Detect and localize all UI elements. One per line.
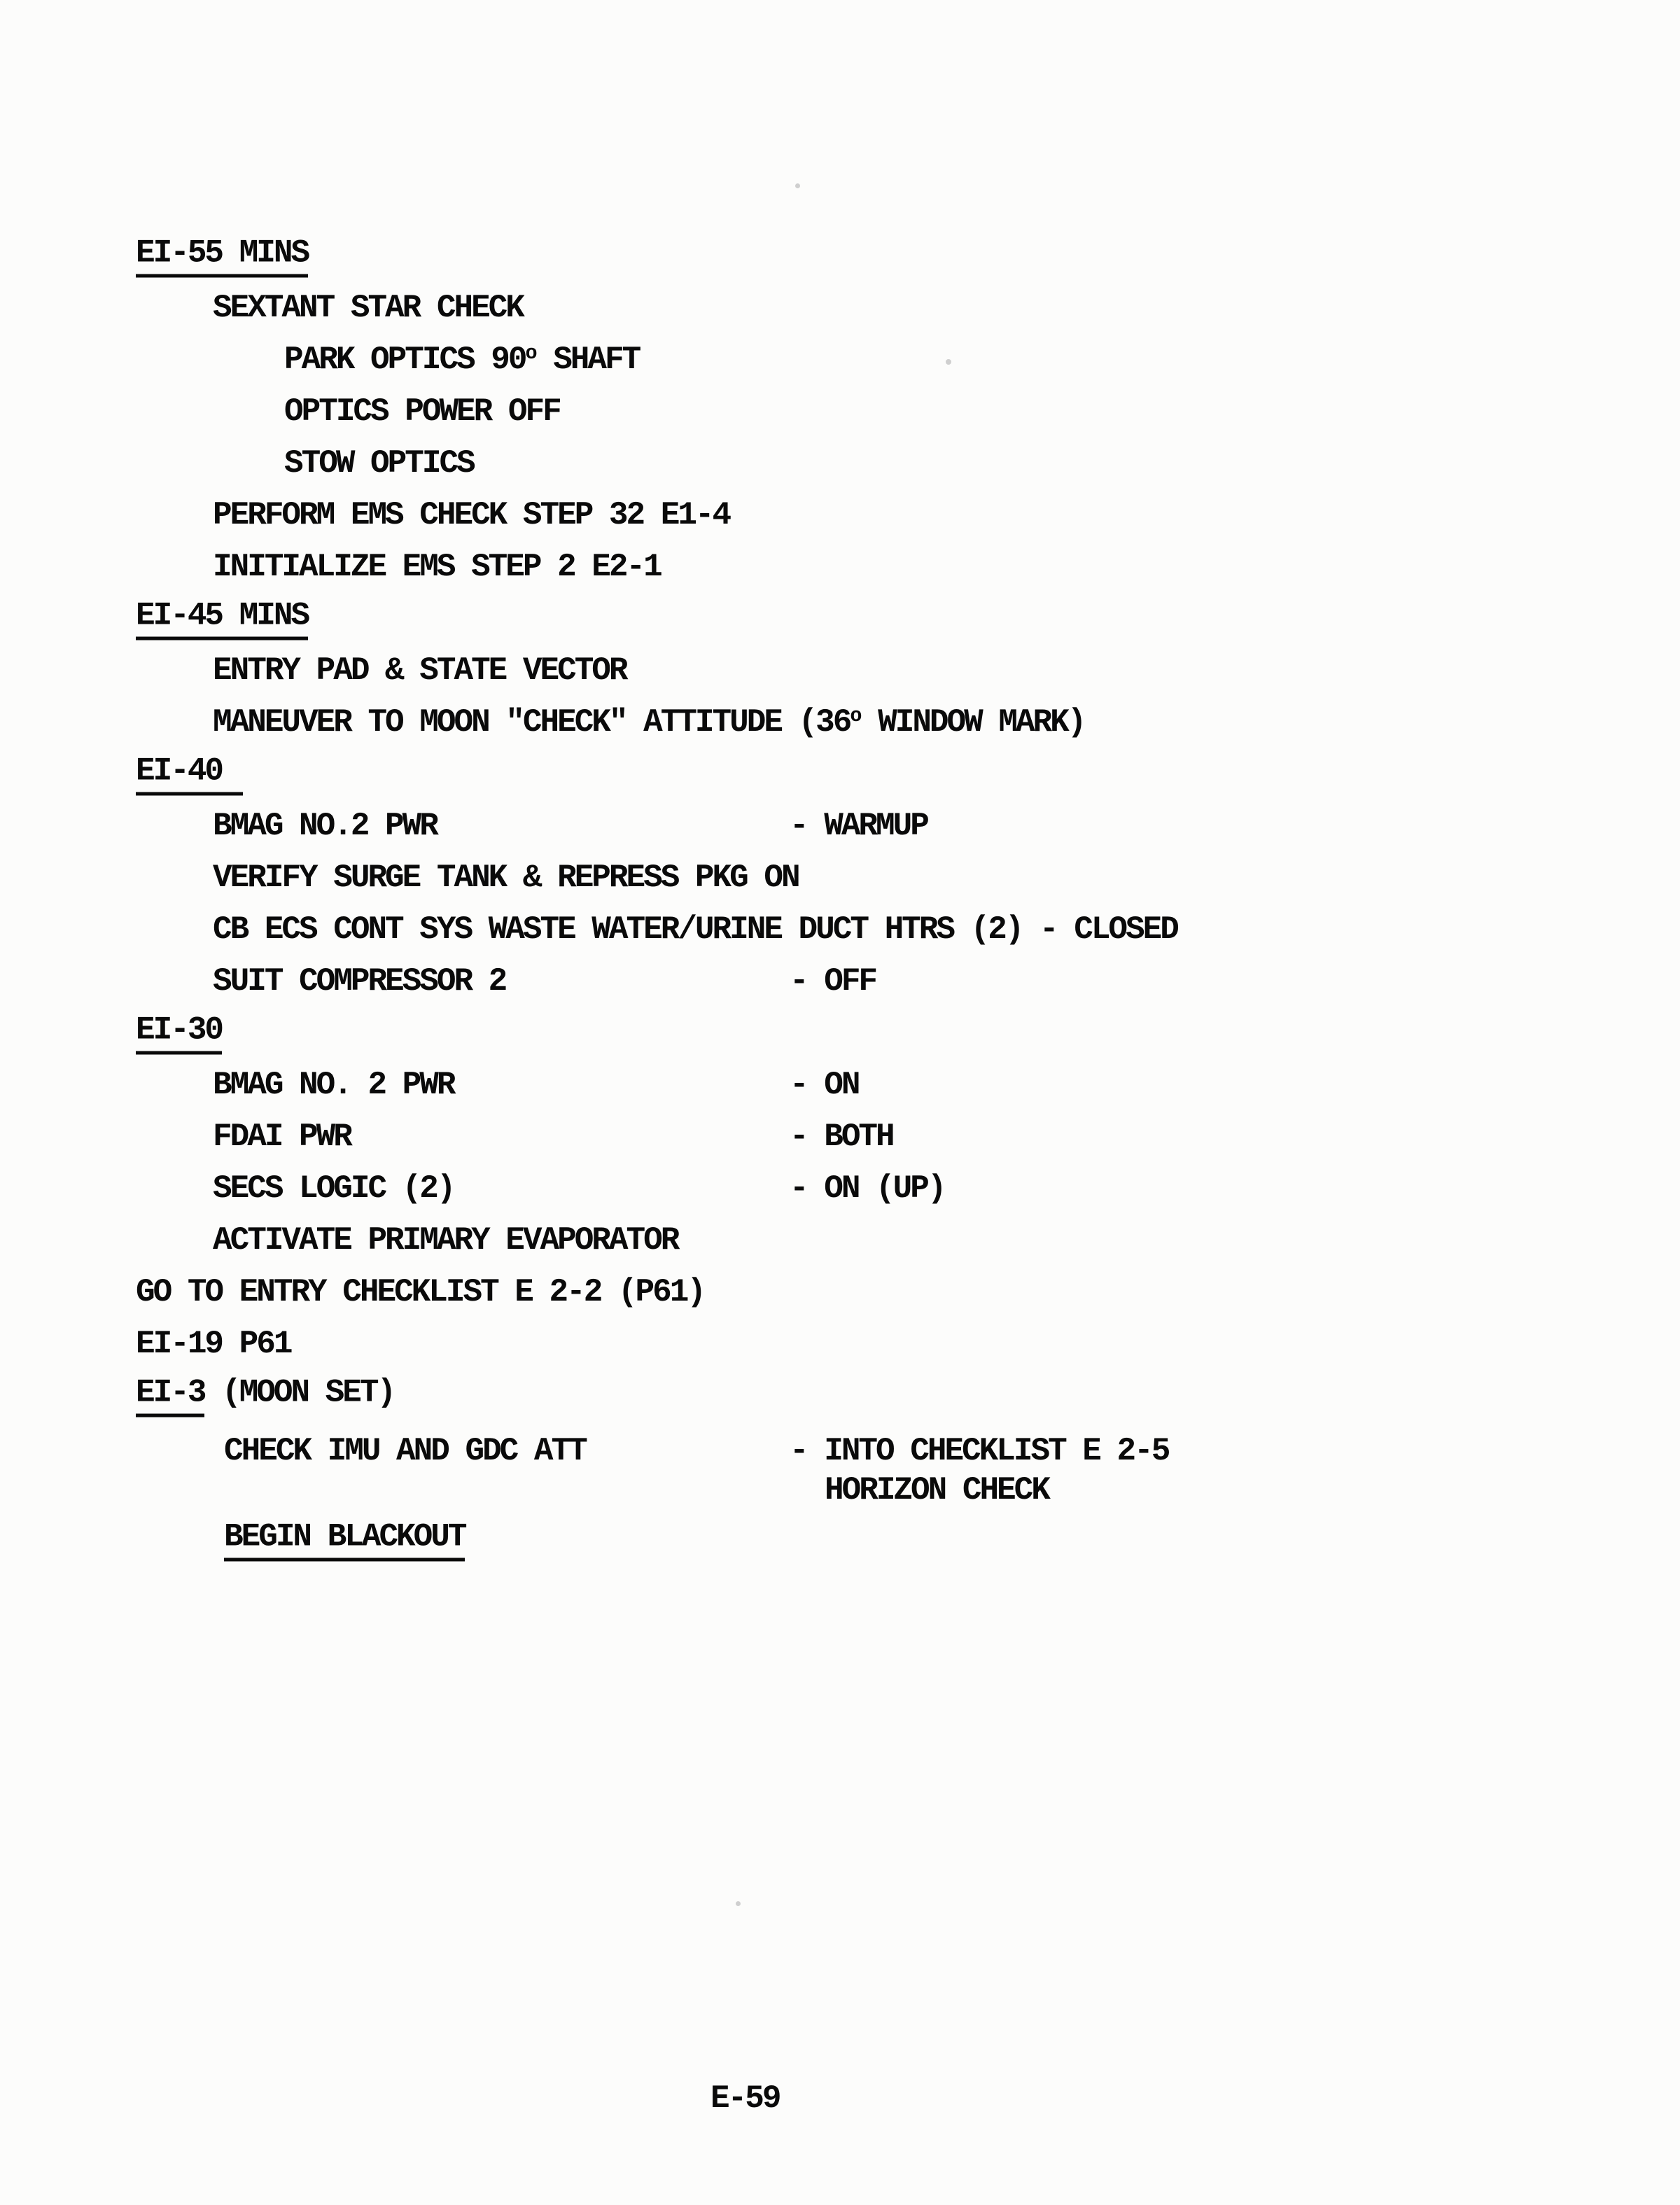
checklist-content [136,230,1606,1566]
checklist-line [136,1214,1606,1266]
checklist-line [136,645,1606,696]
checklist-item-label: BMAG NO. 2 PWR [213,1067,454,1103]
underlined-text: EI-45 MINS [136,598,308,640]
checklist-item-value: - WARMUP [790,808,927,844]
checklist-line [136,1266,1606,1318]
checklist-item-label: STOW OPTICS [284,445,474,482]
checklist-item-label: PERFORM EMS CHECK STEP 32 E1-4 [213,497,730,533]
underlined-text: EI-55 MINS [136,235,308,278]
underlined-text: EI-40 [136,753,243,796]
checklist-item-label: MANEUVER TO MOON "CHECK" ATTITUDE (36$^o$ WINDOW MARK) [213,704,1085,741]
checklist-item-value-continuation: HORIZON CHECK [825,1472,1049,1508]
section-header [136,1007,1606,1059]
underlined-text: EI-3 [136,1375,204,1418]
checklist-line [136,282,1606,334]
section-header-label: EI-3 (MOON SET) [136,1375,394,1418]
checklist-item-label: CB ECS CONT SYS WASTE WATER/URINE DUCT HTRS (2) - CLOSED [213,911,1177,948]
section-header [136,230,1606,282]
checklist-item-label: OPTICS POWER OFF [284,393,560,430]
checklist-item-label: CHECK IMU AND GDC ATT [224,1433,586,1469]
section-header [136,1370,1606,1422]
checklist-item-label: EI-19 P61 [136,1326,291,1362]
checklist-item-value: - OFF [790,963,876,1000]
checklist-item-label: SECS LOGIC (2) [213,1170,454,1207]
degree-superscript: o [525,341,536,365]
section-header-label [136,1012,222,1055]
page-number: E-59 [710,2080,780,2117]
checklist-line [136,541,1606,593]
checklist-line [136,1422,1606,1514]
checklist-line [136,1163,1606,1214]
checklist-line [136,904,1606,955]
scan-speck [736,1901,741,1906]
checklist-line [136,1059,1606,1111]
degree-superscript: o [850,704,861,727]
checklist-item-value: - ON [790,1067,859,1103]
section-header [136,593,1606,645]
checklist-line [136,438,1606,489]
checklist-line [136,489,1606,541]
checklist-rows [136,230,1606,1566]
checklist-line [136,696,1606,748]
checklist-item-label: FDAI PWR [213,1119,351,1155]
section-header [136,1514,1606,1566]
checklist-item-label: INITIALIZE EMS STEP 2 E2-1 [213,549,661,585]
section-header-label [136,753,243,796]
checklist-item-value: - BOTH [790,1119,893,1155]
checklist-item-label: PARK OPTICS 90$^o$ SHAFT [284,341,640,379]
checklist-line [136,955,1606,1007]
section-header-label [224,1519,465,1562]
checklist-line [136,1318,1606,1370]
checklist-item-label: ACTIVATE PRIMARY EVAPORATOR [213,1222,678,1259]
checklist-item-label: SUIT COMPRESSOR 2 [213,963,506,1000]
checklist-line [136,852,1606,904]
checklist-item-label: GO TO ENTRY CHECKLIST E 2-2 (P61) [136,1274,704,1310]
checklist-item-label: ENTRY PAD & STATE VECTOR [213,652,626,689]
checklist-item-value: - ON (UP) [790,1170,945,1207]
section-header-label [136,598,308,640]
checklist-line [136,386,1606,438]
scan-speck [946,359,951,365]
checklist-item-label: BMAG NO.2 PWR [213,808,437,844]
checklist-line [136,1111,1606,1163]
section-header-label [136,235,308,278]
checklist-item-label: SEXTANT STAR CHECK [213,290,523,326]
checklist-item-label: VERIFY SURGE TANK & REPRESS PKG ON [213,860,799,896]
section-header [136,748,1606,800]
scan-speck [795,183,800,188]
checklist-item-value: - INTO CHECKLIST E 2-5 HORIZON CHECK [790,1433,1169,1508]
underlined-text: BEGIN BLACKOUT [224,1519,465,1562]
checklist-line [136,800,1606,852]
underlined-text: EI-30 [136,1012,222,1055]
checklist-line [136,334,1606,386]
